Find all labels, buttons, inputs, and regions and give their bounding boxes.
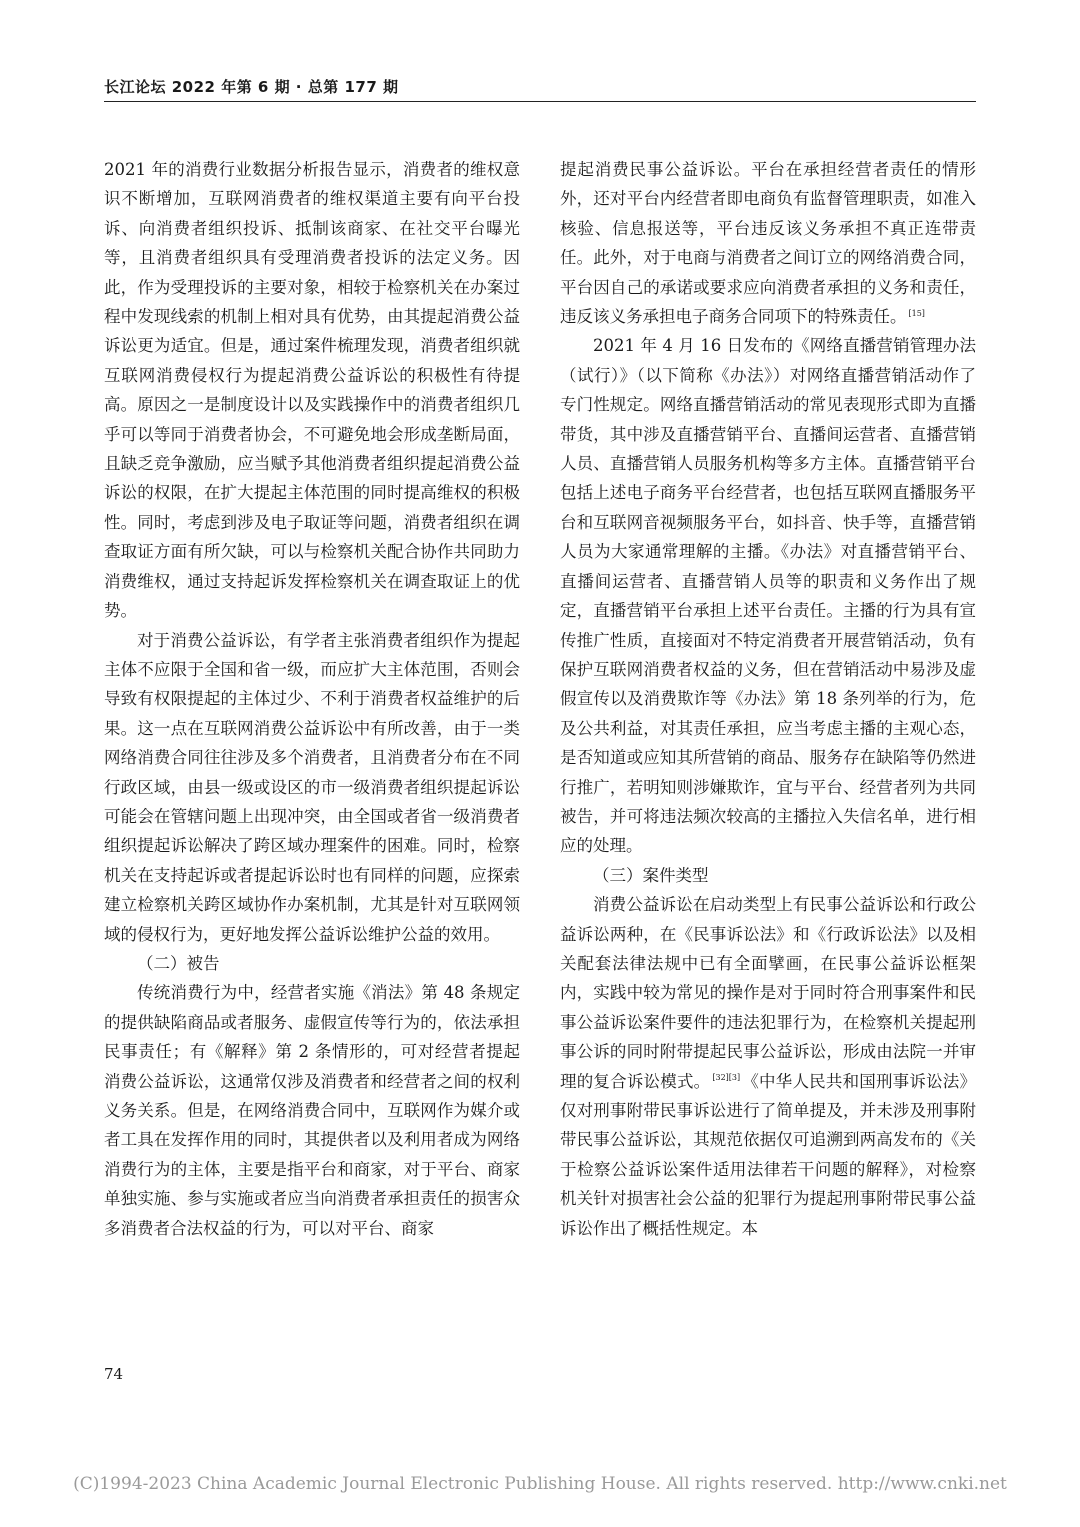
right-paragraph-3-text-b: 《中华人民共和国刑事诉讼法》仅对刑事附带民事诉讼进行了简单提及，并未涉及刑事附带民事公益诉讼，其规范依据仅可追溯到两高发布的《关于检察公益诉讼案件适用法律若干问题的解释》，对检察机关针对损害社会公益的犯罪行为提起刑事附带民事公益诉讼作出了概括性规定。本 — [560, 1071, 977, 1238]
left-paragraph-2: 对于消费公益诉讼，有学者主张消费者组织作为提起主体不应限于全国和省一级，而应扩大主体范围，否则会导致有权限提起的主体过少、不利于消费者权益维护的后果。这一点在互联网消费公益诉讼中有所改善，由于一类网络消费合同往往涉及多个消费者，且消费者分布在不同行政区域，由县一级或设区的市一级消费者组织提起诉讼可能会在管辖问题上出现冲突，由全国或者省一级消费者组织提起诉讼解决了跨区域办理案件的困难。同时，检察机关在支持起诉或者提起诉讼时也有同样的问题，应探索建立检察机关跨区域协作办案机制，尤其是针对互联网领域的侵权行为，更好地发挥公益诉讼维护公益的效用。 — [104, 630, 520, 944]
right-paragraph-2: 2021 年 4 月 16 日发布的《网络直播营销管理办法（试行）》（以下简称《办法》）对网络直播营销活动作了专门性规定。网络直播营销活动的常见表现形式即为直播带货，其中涉及直播营销平台、直播间运营者、直播营销人员、直播营销人员服务机构等多方主体。直播营销平台包括上述电子商务平台经营者，也包括互联网直播服务平台和互联网音视频服务平台，如抖音、快手等，直播营销人员为大家通常理解的主播。《办法》对直播营销平台、直播间运营者、直播营销人员等的职责和义务作出了规定，直播营销平台承担上述平台责任。主播的行为具有宣传推广性质，直接面对不特定消费者开展营销活动，负有保护互联网消费者权益的义务，但在营销活动中易涉及虚假宣传以及消费欺诈等《办法》第 18 条列举的行为，危及公共利益，对其责任承担，应当考虑主播的主观心态，是否知道或应知其所营销的商品、服务存在缺陷等仍然进行推广，若明知则涉嫌欺诈，宜与平台、经营者列为共同被告，并可将违法频次较高的主播拉入失信名单，进行相应的处理。 — [560, 336, 976, 856]
section-heading-case-type: （三）案件类型 — [593, 865, 709, 885]
right-column — [560, 155, 976, 1243]
left-column — [104, 155, 520, 1243]
right-paragraph-1 — [560, 155, 976, 331]
right-paragraph-1-text: 提起消费民事公益诉讼。平台在承担经营者责任的情形外，还对平台内经营者即电商负有监督管理职责，如准入核验、信息报送等，平台违反该义务承担不真正连带责任。此外，对于电商与消费者之间订立的网络消费合同，平台因自己的承诺或要求应向消费者承担的义务和责任，违反该义务承担电子商务合同项下的特殊责任。 — [560, 160, 976, 327]
left-paragraph-1: 2021 年的消费行业数据分析报告显示，消费者的维权意识不断增加，互联网消费者的维权渠道主要有向平台投诉、向消费者组织投诉、抵制该商家、在社交平台曝光等，且消费者组织具有受理消费者投诉的法定义务。因此，作为受理投诉的主要对象，相较于检察机关在办案过程中发现线索的机制上相对具有优势，由其提起消费公益诉讼更为适宜。但是，通过案件梳理发现，消费者组织就互联网消费侵权行为提起消费公益诉讼的积极性有待提高。原因之一是制度设计以及实践操作中的消费者组织几乎可以等同于消费者协会，不可避免地会形成垄断局面，且缺乏竞争激励，应当赋予其他消费者组织提起消费公益诉讼的权限，在扩大提起主体范围的同时提高维权的积极性。同时，考虑到涉及电子取证等问题，消费者组织在调查取证方面有所欠缺，可以与检察机关配合协作共同助力消费维权，通过支持起诉发挥检察机关在调查取证上的优势。 — [104, 160, 520, 621]
right-paragraph-3 — [560, 890, 976, 1243]
citation-15: [15] — [908, 308, 925, 318]
header-divider — [104, 101, 976, 102]
left-paragraph-3: 传统消费行为中，经营者实施《消法》第 48 条规定的提供缺陷商品或者服务、虚假宣传等行为的，依法承担民事责任；有《解释》第 2 条情形的，可对经营者提起消费公益诉讼，这通常仅涉及消费者和经营者之间的权利义务关系。但是，在网络消费合同中，互联网作为媒介或者工具在发挥作用的同时，其提供者以及利用者成为网络消费行为的主体，主要是指平台和商家，对于平台、商家单独实施、参与实施或者应当向消费者承担责任的损害众多消费者合法权益的行为，可以对平台、商家 — [104, 983, 520, 1238]
page-number: 74 — [104, 1365, 124, 1383]
running-header: 长江论坛 2022 年第 6 期 · 总第 177 期 — [104, 78, 399, 96]
section-heading-defendant: （二）被告 — [137, 953, 220, 973]
copyright-notice: (C)1994-2023 China Academic Journal Electronic Publishing House. All rights reserved. http://www.cnki.net — [73, 1474, 1007, 1494]
citation-32-3: [32][3] — [712, 1073, 741, 1083]
right-paragraph-3-text-a: 消费公益诉讼在启动类型上有民事公益诉讼和行政公益诉讼两种，在《民事诉讼法》和《行政诉讼法》以及相关配套法律法规中已有全面擘画，在民事公益诉讼框架内，实践中较为常见的操作是对于同时符合刑事案件和民事公益诉讼案件要件的违法犯罪行为，在检察机关提起刑事公诉的同时附带提起民事公益诉讼，形成由法院一并审理的复合诉讼模式。 — [560, 895, 976, 1091]
